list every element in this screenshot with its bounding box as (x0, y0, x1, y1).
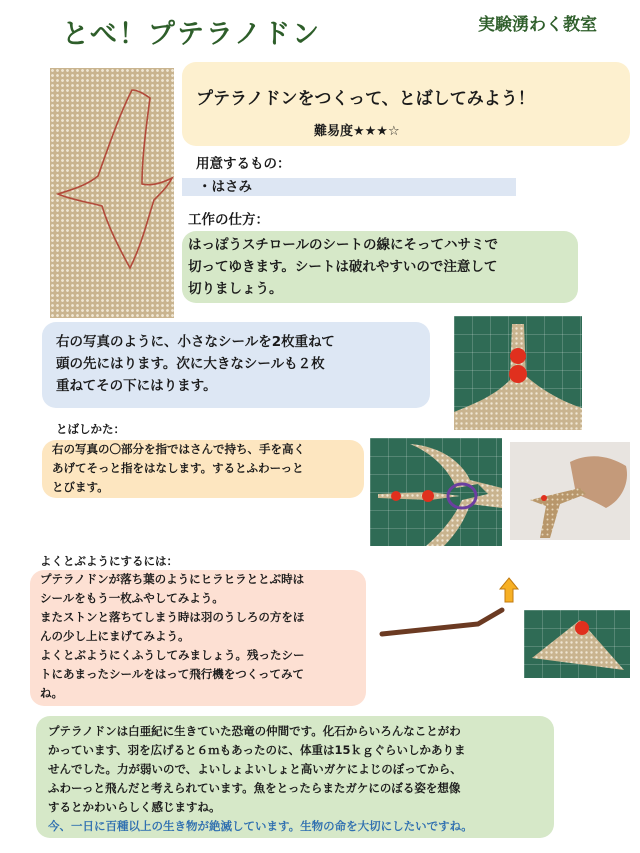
flying-line: あげてそっと指をはなします。するとふわーっと (52, 461, 304, 475)
tips-box (30, 570, 366, 706)
method-box (182, 231, 578, 303)
materials-item: ・はさみ (198, 179, 252, 195)
intro-heading: プテラノドンをつくって、とばしてみよう！ (196, 89, 535, 109)
hand-drawing (510, 442, 630, 540)
method-line: はっぽうスチロールのシートの線にそってハサミで (188, 237, 498, 253)
facts-line: するとかわいらしく感じますね。 (48, 800, 221, 814)
hand-holding-photo (510, 442, 630, 540)
facts-line: ふわーっと飛んだと考えられています。魚をとったらまたガケにのぼる姿を想像 (48, 781, 461, 795)
tips-line: シールをもう一枚ふやしてみよう。 (40, 591, 224, 605)
facts-closing: 今、一日に百種以上の生き物が絶滅しています。生物の命を大切にしたいですね。 (48, 819, 473, 833)
facts-box (36, 716, 554, 838)
facts-line: せんでした。力が弱いので、よいしょよいしょと高いガケによじのぼってから、 (48, 762, 462, 776)
sticker-line: 重ねてその下にはります。 (56, 378, 217, 394)
sticker-box (42, 322, 430, 408)
airplane-sticker-photo (524, 610, 630, 678)
flying-line: 右の写真の〇部分を指ではさんで持ち、手を高く (52, 442, 305, 456)
materials-bar (182, 178, 516, 196)
tips-line: プテラノドンが落ち葉のようにヒラヒラととぶ時は (40, 572, 305, 586)
pteranodon-outline-drawing (50, 68, 174, 318)
materials-label: 用意するもの： (196, 156, 291, 172)
difficulty-rating: 難易度★★★☆ (314, 124, 400, 139)
sticker-line: 右の写真のように、小さなシールを2枚重ねて (56, 334, 335, 350)
foam-sheet-photo (50, 68, 174, 318)
flying-label: とばしかた： (56, 422, 125, 436)
tips-line: よくとぶようにくふうしてみましょう。残ったシー (40, 648, 305, 662)
triangle-sheet-drawing (524, 610, 630, 678)
intro-box (182, 62, 630, 146)
organization-name: 実験湧わく教室 (478, 15, 597, 35)
pteranodon-head-drawing (454, 316, 582, 430)
flying-line: とびます。 (52, 480, 109, 494)
tips-line: ね。 (40, 686, 63, 700)
sticker-line: 頭の先にはります。次に大きなシールも２枚 (56, 356, 325, 372)
facts-line: プテラノドンは白亜紀に生きていた恐竜の仲間です。化石からいろんなことがわ (48, 724, 461, 738)
sticker-placement-photo (454, 316, 582, 430)
tips-line: トにあまったシールをはって飛行機をつくってみて (40, 667, 305, 681)
wing-bend-diagram (378, 590, 508, 650)
facts-line: かっています、羽を広げると６ｍもあったのに、体重は15ｋｇぐらいしかありま (48, 743, 466, 757)
method-line: 切ってゆきます。シートは破れやすいので注意して (188, 259, 498, 275)
tips-line: んの少し上にまげてみよう。 (40, 629, 190, 643)
method-label: 工作の仕方： (188, 212, 269, 228)
wing-bend-line (382, 610, 502, 634)
flying-box (42, 440, 364, 498)
method-line: 切りましょう。 (188, 281, 283, 297)
tips-line: またストンと落ちてしまう時は羽のうしろの方をほ (40, 610, 305, 624)
tips-label: よくとぶようにするには： (40, 554, 178, 568)
page-title: とべ！プテラノドン (62, 19, 322, 50)
grip-point-photo (370, 438, 502, 546)
pteranodon-body-drawing (370, 438, 502, 546)
up-arrow-icon (498, 576, 520, 604)
